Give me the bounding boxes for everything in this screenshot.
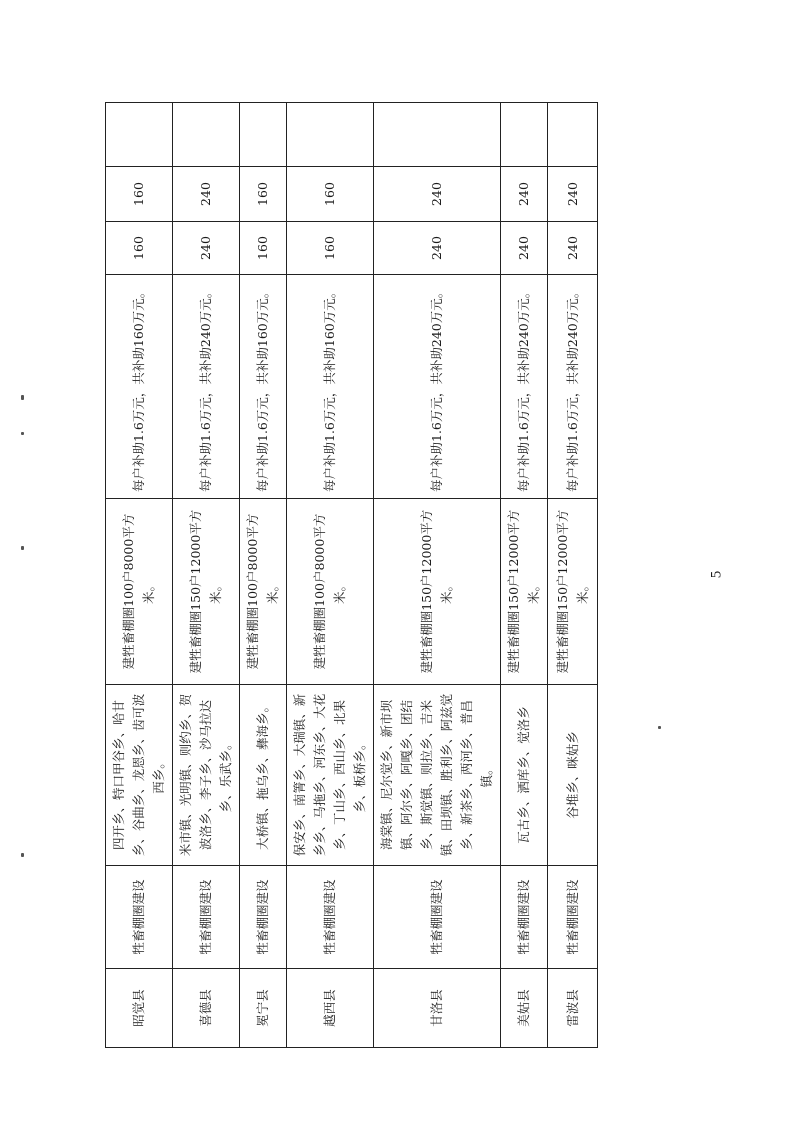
county-cell: 越西县 <box>287 969 374 1048</box>
remark-cell <box>287 103 374 167</box>
county-cell: 甘洛县 <box>374 969 501 1048</box>
table-row <box>287 103 374 1048</box>
amount-b-cell: 240 <box>548 167 598 222</box>
table-body <box>106 103 598 1048</box>
table-row <box>374 103 501 1048</box>
amount-a-cell: 240 <box>548 222 598 275</box>
subsidy-cell: 每户补助1.6万元，共补助240万元。 <box>173 275 240 499</box>
amount-a-cell: 160 <box>106 222 173 275</box>
project-cell: 牲畜棚圈建设 <box>240 866 287 969</box>
subsidy-cell: 每户补助1.6万元，共补助160万元。 <box>287 275 374 499</box>
amount-a-cell: 240 <box>501 222 548 275</box>
rotated-page-content <box>105 103 590 1048</box>
remark-cell <box>548 103 598 167</box>
amount-b-cell: 240 <box>374 167 501 222</box>
content-cell: 建牲畜棚圈100户8000平方米。 <box>287 499 374 685</box>
remark-cell <box>173 103 240 167</box>
scan-speck <box>21 395 24 400</box>
townships-cell: 保安乡、南箐乡、大瑞镇、新乡乡、马拖乡、河东乡、大花乡、丁山乡、西山乡、北果乡、板桥乡。 <box>287 685 374 866</box>
scan-speck <box>21 432 24 435</box>
subsidy-cell: 每户补助1.6万元，共补助240万元。 <box>501 275 548 499</box>
county-cell: 雷波县 <box>548 969 598 1048</box>
townships-cell: 瓦古乡、洒库乡、觉洛乡 <box>501 685 548 866</box>
townships-cell: 海棠镇、尼尔觉乡、新市坝镇、阿尔乡、阿嘎乡、团结乡、斯觉镇、则拉乡、吉米镇、田坝镇、胜利乡、阿兹觉乡、新茶乡、两河乡、普昌镇。 <box>374 685 501 866</box>
subsidy-cell: 每户补助1.6万元，共补助240万元。 <box>374 275 501 499</box>
subsidy-cell: 每户补助1.6万元，共补助160万元。 <box>240 275 287 499</box>
townships-cell: 谷堆乡、咪姑乡 <box>548 685 598 866</box>
table-row <box>240 103 287 1048</box>
scan-speck <box>21 853 24 857</box>
page-number: 5 <box>708 570 725 579</box>
project-cell: 牲畜棚圈建设 <box>173 866 240 969</box>
amount-b-cell: 240 <box>173 167 240 222</box>
project-cell: 牲畜棚圈建设 <box>287 866 374 969</box>
amount-b-cell: 160 <box>106 167 173 222</box>
subsidy-cell: 每户补助1.6万元，共补助240万元。 <box>548 275 598 499</box>
amount-a-cell: 160 <box>240 222 287 275</box>
county-cell: 冕宁县 <box>240 969 287 1048</box>
remark-cell <box>374 103 501 167</box>
content-cell: 建牲畜棚圈150户12000平方米。 <box>501 499 548 685</box>
content-cell: 建牲畜棚圈100户8000平方米。 <box>240 499 287 685</box>
project-table <box>105 102 598 1048</box>
amount-b-cell: 160 <box>287 167 374 222</box>
content-cell: 建牲畜棚圈100户8000平方米。 <box>106 499 173 685</box>
table-row <box>548 103 598 1048</box>
remark-cell <box>240 103 287 167</box>
table-row <box>173 103 240 1048</box>
amount-b-cell: 240 <box>501 167 548 222</box>
scan-speck <box>21 546 24 550</box>
amount-a-cell: 160 <box>287 222 374 275</box>
remark-cell <box>106 103 173 167</box>
amount-a-cell: 240 <box>374 222 501 275</box>
county-cell: 昭觉县 <box>106 969 173 1048</box>
scan-speck <box>658 726 661 729</box>
project-cell: 牲畜棚圈建设 <box>106 866 173 969</box>
townships-cell: 四开乡、特口甲谷乡、哈甘乡、谷曲乡、龙恩乡、齿可波西乡。 <box>106 685 173 866</box>
content-cell: 建牲畜棚圈150户12000平方米。 <box>173 499 240 685</box>
county-cell: 喜德县 <box>173 969 240 1048</box>
amount-a-cell: 240 <box>173 222 240 275</box>
remark-cell <box>501 103 548 167</box>
content-cell: 建牲畜棚圈150户12000平方米。 <box>374 499 501 685</box>
project-cell: 牲畜棚圈建设 <box>548 866 598 969</box>
county-cell: 美姑县 <box>501 969 548 1048</box>
table-row <box>501 103 548 1048</box>
project-cell: 牲畜棚圈建设 <box>501 866 548 969</box>
subsidy-cell: 每户补助1.6万元，共补助160万元。 <box>106 275 173 499</box>
project-cell: 牲畜棚圈建设 <box>374 866 501 969</box>
townships-cell: 大桥镇、拖乌乡、彝海乡。 <box>240 685 287 866</box>
content-cell: 建牲畜棚圈150户12000平方米。 <box>548 499 598 685</box>
townships-cell: 米市镇、光明镇、则约乡、贺波洛乡、李子乡、沙马拉达乡、乐武乡。 <box>173 685 240 866</box>
amount-b-cell: 160 <box>240 167 287 222</box>
table-row <box>106 103 173 1048</box>
